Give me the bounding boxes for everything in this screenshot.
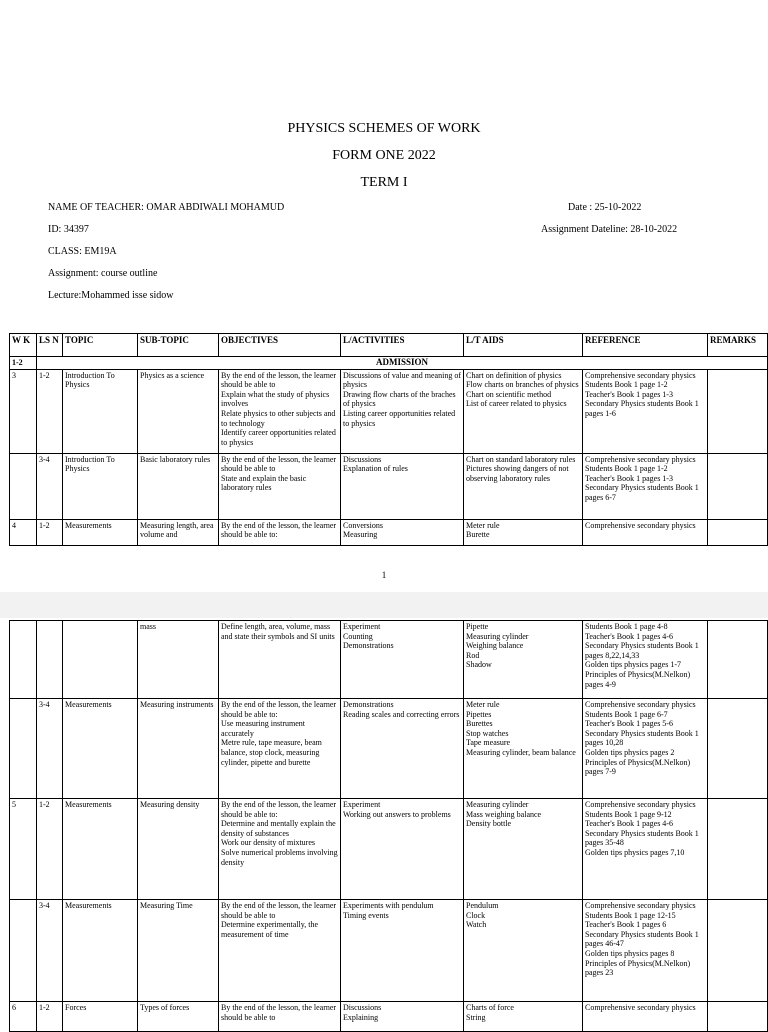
cell-activities-line: Experiment	[343, 800, 381, 809]
cell-week	[10, 699, 37, 799]
cell-activities-line: Drawing flow charts of the braches of physics	[343, 389, 456, 409]
cell-remarks	[708, 900, 768, 1002]
cell-remarks	[708, 1002, 768, 1032]
cell-reference-line: Students Book 1 page 4-8	[585, 622, 668, 631]
cell-aids-line: List of career related to physics	[466, 399, 567, 409]
cell-reference-line: Teacher's Book 1 pages 1-3	[585, 389, 673, 399]
cell-week: 4	[10, 519, 37, 545]
cell-reference	[583, 453, 708, 519]
cell-objectives	[219, 621, 341, 699]
cell-reference	[583, 519, 708, 545]
cell-aids-line: Pipettes	[466, 709, 492, 719]
cell-subtopic: Basic laboratory rules	[138, 453, 219, 519]
cell-reference-line: Comprehensive secondary physics	[585, 454, 696, 464]
cell-objectives-line: Solve numerical problems involving density	[221, 847, 338, 867]
admission-row	[10, 357, 768, 370]
cell-subtopic: mass	[138, 621, 219, 699]
cell-topic	[63, 621, 138, 699]
cell-lesson: 3-4	[37, 453, 63, 519]
cell-activities-line: Discussions	[343, 454, 382, 464]
cell-activities-line: Timing events	[343, 910, 389, 920]
cell-week: 3	[10, 369, 37, 453]
cell-reference-line: Secondary Physics students Book 1 pages 10,28	[585, 728, 699, 748]
cell-objectives-line: By the end of the lesson, the learner should be able to:	[221, 520, 337, 540]
cell-objectives	[219, 799, 341, 900]
cell-objectives-line: By the end of the lesson, the learner should be able to:	[221, 800, 337, 819]
cell-week	[10, 621, 37, 699]
cell-lesson: 1-2	[37, 1002, 63, 1032]
cell-remarks	[708, 799, 768, 900]
table-row	[10, 1002, 768, 1032]
cell-reference-line: Teacher's Book 1 pages 1-3	[585, 473, 673, 483]
cell-aids-line: Tape measure	[466, 738, 511, 748]
table-row	[10, 453, 768, 519]
cell-reference-line: Golden tips physics pages 8	[585, 948, 675, 958]
cell-activities	[341, 900, 464, 1002]
cell-subtopic: Measuring Time	[138, 900, 219, 1002]
cell-objectives	[219, 519, 341, 545]
cell-activities-line: Working out answers to problems	[343, 809, 451, 819]
cell-reference-line: Secondary Physics students Book 1 pages 6-7	[585, 483, 699, 502]
cell-week: 5	[10, 799, 37, 900]
header-reference: REFERENCE	[583, 334, 708, 357]
cell-reference-line: Comprehensive secondary physics	[585, 800, 696, 809]
cell-topic: Measurements	[63, 699, 138, 799]
table-row	[10, 621, 768, 699]
cell-aids-line: Mass weighing balance	[466, 809, 542, 819]
document-title: PHYSICS SCHEMES OF WORK	[287, 121, 481, 136]
date-label: Date : 25-10-2022	[568, 202, 642, 213]
cell-reference-line: Comprehensive secondary physics	[585, 1003, 696, 1012]
table-row	[10, 900, 768, 1002]
page-gap	[0, 592, 768, 618]
cell-topic: Forces	[63, 1002, 138, 1032]
cell-activities-line: Explanation of rules	[343, 464, 408, 474]
cell-aids-line: Stop watches	[466, 728, 509, 738]
teacher-id: ID: 34397	[48, 224, 89, 235]
header-wk: W K	[10, 334, 37, 357]
cell-reference-line: Secondary Physics students Book 1 pages 8,22,14,33	[585, 641, 699, 660]
cell-aids-line: Clock	[466, 910, 486, 920]
cell-topic: Introduction To Physics	[63, 369, 138, 453]
header-remarks: REMARKS	[708, 334, 768, 357]
cell-aids	[464, 799, 583, 900]
cell-topic: Measurements	[63, 519, 138, 545]
lecture-label: Lecture:Mohammed isse sidow	[48, 290, 174, 301]
cell-reference-line: Comprehensive secondary physics	[585, 370, 696, 380]
cell-objectives-line: Determine and mentally explain the density of substances	[221, 819, 336, 838]
cell-lesson: 3-4	[37, 699, 63, 799]
cell-reference-line: Students Book 1 page 6-7	[585, 709, 668, 719]
cell-reference-line: Comprehensive secondary physics	[585, 700, 696, 709]
cell-reference-line: Principles of Physics(M.Nelkon) pages 7-9	[585, 757, 691, 777]
cell-reference	[583, 799, 708, 900]
cell-aids	[464, 621, 583, 699]
cell-reference-line: Students Book 1 page 12-15	[585, 910, 676, 920]
cell-topic: Measurements	[63, 900, 138, 1002]
cell-aids	[464, 699, 583, 799]
page-number: 1	[381, 570, 387, 580]
cell-activities	[341, 519, 464, 545]
document-form: FORM ONE 2022	[332, 148, 436, 163]
cell-aids-line: Pendulum	[466, 901, 499, 910]
header-aids: L/T AIDS	[464, 334, 583, 357]
cell-objectives-line: State and explain the basic laboratory rules	[221, 473, 307, 493]
table-header-row	[10, 334, 768, 357]
cell-activities-line: Discussions	[343, 1003, 382, 1012]
scheme-table-page1	[9, 333, 768, 546]
cell-aids	[464, 900, 583, 1002]
cell-aids-line: String	[466, 1012, 486, 1022]
cell-subtopic: Measuring length, area volume and	[138, 519, 219, 545]
cell-activities-line: Explaining	[343, 1012, 379, 1022]
cell-aids	[464, 453, 583, 519]
cell-objectives-line: By the end of the lesson, the learner should be able to	[221, 1003, 337, 1022]
cell-reference-line: Comprehensive secondary physics	[585, 901, 696, 910]
cell-subtopic: Types of forces	[138, 1002, 219, 1032]
cell-objectives-line: By the end of the lesson, the learner should be able to:	[221, 700, 337, 719]
cell-activities	[341, 621, 464, 699]
cell-reference-line: Golden tips physics pages 2	[585, 747, 675, 757]
cell-lesson: 3-4	[37, 900, 63, 1002]
cell-activities-line: Reading scales and correcting errors	[343, 709, 460, 719]
cell-objectives	[219, 699, 341, 799]
cell-week	[10, 900, 37, 1002]
cell-aids-line: Weighing balance	[466, 641, 524, 651]
cell-objectives-line: Explain what the study of physics involves	[221, 389, 330, 409]
cell-reference-line: Teacher's Book 1 pages 4-6	[585, 819, 673, 829]
cell-aids-line: Pipette	[466, 622, 489, 631]
cell-reference-line: Principles of Physics(M.Nelkon) pages 4-9	[585, 669, 691, 689]
header-objectives: OBJECTIVES	[219, 334, 341, 357]
cell-reference	[583, 699, 708, 799]
cell-activities	[341, 369, 464, 453]
cell-aids-line: Flow charts on branches of physics	[466, 380, 579, 390]
cell-aids	[464, 519, 583, 545]
cell-activities-line: Demonstrations	[343, 700, 394, 709]
cell-reference-line: Teacher's Book 1 pages 4-6	[585, 631, 673, 641]
cell-activities-line: Experiments with pendulum	[343, 901, 434, 910]
cell-remarks	[708, 453, 768, 519]
cell-activities-line: Experiment	[343, 622, 381, 631]
cell-remarks	[708, 699, 768, 799]
cell-topic: Measurements	[63, 799, 138, 900]
cell-aids-line: Meter rule	[466, 520, 500, 530]
table-row	[10, 799, 768, 900]
cell-objectives	[219, 900, 341, 1002]
cell-week	[10, 453, 37, 519]
cell-activities-line: Measuring	[343, 530, 378, 540]
cell-aids-line: Chart on standard laboratory rules	[466, 454, 576, 464]
cell-reference	[583, 900, 708, 1002]
cell-reference-line: Students Book 1 page 9-12	[585, 809, 672, 819]
cell-lesson: 1-2	[37, 519, 63, 545]
cell-activities	[341, 1002, 464, 1032]
scheme-table-page2	[9, 620, 768, 1032]
cell-reference	[583, 621, 708, 699]
header-activities: L/ACTIVITIES	[341, 334, 464, 357]
cell-activities-line: Counting	[343, 631, 373, 641]
cell-objectives-line: By the end of the lesson, the learner should be able to	[221, 901, 337, 920]
cell-activities-line: Discussions of value and meaning of physics	[343, 370, 461, 390]
cell-reference-line: Teacher's Book 1 pages 6	[585, 920, 667, 930]
cell-objectives	[219, 1002, 341, 1032]
cell-subtopic: Measuring instruments	[138, 699, 219, 799]
cell-activities-line: Conversions	[343, 520, 383, 530]
cell-aids-line: Rod	[466, 650, 480, 660]
cell-reference	[583, 1002, 708, 1032]
cell-aids-line: Meter rule	[466, 700, 500, 709]
cell-lesson: 1-2	[37, 799, 63, 900]
document-term: TERM I	[360, 175, 408, 190]
cell-aids-line: Measuring cylinder, beam balance	[466, 747, 576, 757]
table-row	[10, 369, 768, 453]
cell-reference-line: Golden tips physics pages 7,10	[585, 847, 685, 857]
cell-reference-line: Teacher's Book 1 pages 5-6	[585, 719, 673, 729]
cell-aids-line: Density bottle	[466, 819, 512, 829]
cell-objectives	[219, 453, 341, 519]
admission-label: ADMISSION	[37, 357, 768, 370]
cell-aids-line: Pictures showing dangers of not observing laboratory rules	[466, 464, 569, 483]
cell-objectives-line: Identify career opportunities related to physics	[221, 428, 336, 447]
table-row	[10, 519, 768, 545]
cell-objectives-line: Use measuring instrument accurately	[221, 719, 305, 738]
cell-reference-line: Comprehensive secondary physics	[585, 520, 696, 530]
cell-reference	[583, 369, 708, 453]
cell-remarks	[708, 369, 768, 453]
cell-activities-line: Demonstrations	[343, 641, 394, 651]
cell-aids	[464, 1002, 583, 1032]
cell-week: 6	[10, 1002, 37, 1032]
cell-remarks	[708, 519, 768, 545]
teacher-name: NAME OF TEACHER: OMAR ABDIWALI MOHAMUD	[48, 202, 285, 213]
cell-objectives	[219, 369, 341, 453]
cell-objectives-line: Work our density of mixtures	[221, 838, 316, 848]
header-lsn: LS N	[37, 334, 63, 357]
cell-lesson	[37, 621, 63, 699]
cell-aids-line: Measuring cylinder	[466, 631, 529, 641]
cell-aids-line: Burettes	[466, 719, 493, 729]
cell-reference-line: Secondary Physics students Book 1 pages 35-48	[585, 828, 699, 848]
class-label: CLASS: EM19A	[48, 246, 117, 257]
cell-aids-line: Charts of force	[466, 1003, 514, 1012]
cell-objectives-line: Determine experimentally, the measurement of time	[221, 920, 318, 939]
assignment-label: Assignment: course outline	[48, 268, 158, 279]
cell-reference-line: Students Book 1 page 1-2	[585, 380, 668, 390]
cell-aids-line: Measuring cylinder	[466, 800, 529, 809]
deadline-label: Assignment Dateline: 28-10-2022	[541, 224, 678, 235]
header-subtopic: SUB-TOPIC	[138, 334, 219, 357]
cell-reference-line: Principles of Physics(M.Nelkon) pages 23	[585, 958, 691, 978]
cell-aids-line: Shadow	[466, 660, 492, 670]
cell-activities	[341, 799, 464, 900]
cell-remarks	[708, 621, 768, 699]
cell-activities	[341, 453, 464, 519]
table-row	[10, 699, 768, 799]
cell-activities	[341, 699, 464, 799]
cell-reference-line: Golden tips physics pages 1-7	[585, 660, 681, 670]
cell-topic: Introduction To Physics	[63, 453, 138, 519]
cell-aids-line: Chart on scientific method	[466, 389, 552, 399]
cell-aids-line: Burette	[466, 530, 490, 540]
cell-aids-line: Chart on definition of physics	[466, 370, 562, 380]
cell-objectives-line: By the end of the lesson, the learner should be able to	[221, 370, 337, 390]
cell-lesson: 1-2	[37, 369, 63, 453]
cell-subtopic: Measuring density	[138, 799, 219, 900]
cell-subtopic: Physics as a science	[138, 369, 219, 453]
cell-objectives-line: Metre rule, tape measure, beam balance, stop clock, measuring cylinder, pipette and burette	[221, 738, 322, 767]
header-topic: TOPIC	[63, 334, 138, 357]
cell-aids-line: Watch	[466, 920, 487, 930]
cell-aids	[464, 369, 583, 453]
cell-reference-line: Students Book 1 page 1-2	[585, 464, 668, 474]
cell-objectives-line: Relate physics to other subjects and to technology	[221, 408, 336, 428]
cell-reference-line: Secondary Physics students Book 1 pages 46-47	[585, 929, 699, 949]
cell-objectives-line: Define length, area, volume, mass and state their symbols and SI units	[221, 622, 335, 641]
admission-week: 1-2	[10, 357, 37, 370]
cell-activities-line: Listing career opportunities related to physics	[343, 408, 456, 428]
cell-reference-line: Secondary Physics students Book 1 pages 1-6	[585, 399, 699, 418]
cell-objectives-line: By the end of the lesson, the learner should be able to	[221, 454, 337, 474]
